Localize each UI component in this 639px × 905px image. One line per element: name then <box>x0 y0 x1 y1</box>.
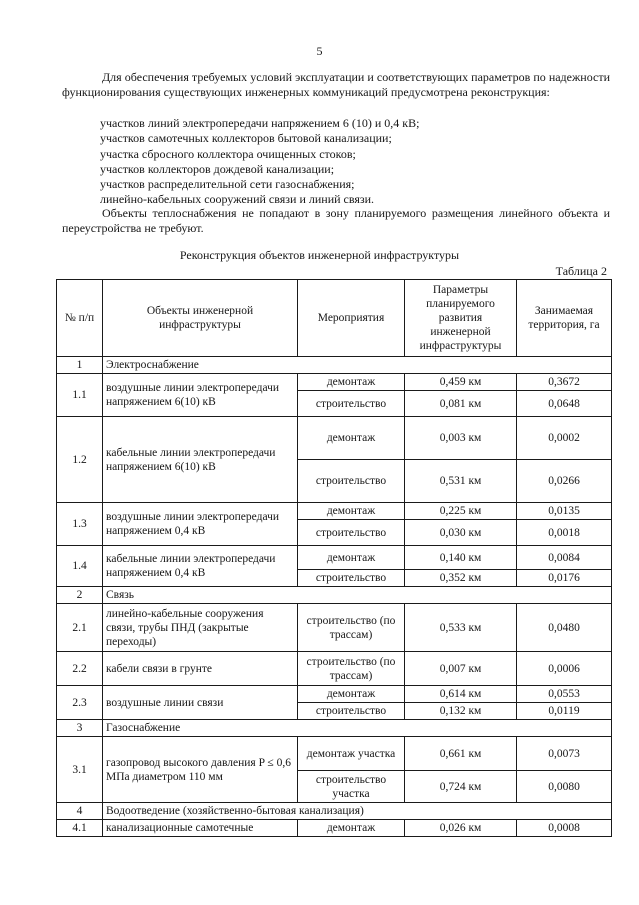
row-num: 4.1 <box>57 820 103 837</box>
row-area: 0,0266 <box>517 460 612 503</box>
row-area: 0,0008 <box>517 820 612 837</box>
row-area: 0,0002 <box>517 417 612 460</box>
row-action: строительство (по трассам) <box>298 604 405 652</box>
row-area: 0,0006 <box>517 652 612 686</box>
table-row <box>57 686 612 703</box>
row-param: 0,724 км <box>405 771 517 803</box>
table-row <box>57 820 612 837</box>
section-row <box>57 720 612 737</box>
row-action: демонтаж <box>298 374 405 391</box>
row-param: 0,531 км <box>405 460 517 503</box>
row-action: демонтаж <box>298 686 405 703</box>
row-num: 3.1 <box>57 737 103 803</box>
row-param: 0,225 км <box>405 503 517 520</box>
table-caption: Реконструкция объектов инженерной инфраструктуры <box>179 248 460 262</box>
row-num: 1.1 <box>57 374 103 417</box>
row-param: 0,352 км <box>405 570 517 587</box>
list-item: участка сбросного коллектора очищенных стоков; <box>100 146 356 161</box>
row-object: газопровод высокого давления P ≤ 0,6 МПа диаметром 110 мм <box>103 737 298 803</box>
section-title: Газоснабжение <box>103 720 612 737</box>
row-param: 0,132 км <box>405 703 517 720</box>
header-params: Параметры планируемого развития инженерной инфраструктуры <box>405 280 517 357</box>
row-area: 0,0553 <box>517 686 612 703</box>
row-object: кабельные линии электропередачи напряжением 0,4 кВ <box>103 546 298 587</box>
row-num: 1.4 <box>57 546 103 587</box>
row-area: 0,0018 <box>517 520 612 546</box>
row-num: 1.2 <box>57 417 103 503</box>
header-object: Объекты инженерной инфраструктуры <box>103 280 298 357</box>
row-param: 0,026 км <box>405 820 517 837</box>
row-param: 0,140 км <box>405 546 517 570</box>
row-area: 0,0119 <box>517 703 612 720</box>
section-num: 1 <box>57 357 103 374</box>
row-action: демонтаж участка <box>298 737 405 771</box>
row-param: 0,003 км <box>405 417 517 460</box>
row-area: 0,0176 <box>517 570 612 587</box>
row-action: демонтаж <box>298 417 405 460</box>
row-action: строительство участка <box>298 771 405 803</box>
header-area: Занимаемая территория, га <box>517 280 612 357</box>
row-param: 0,459 км <box>405 374 517 391</box>
row-action: строительство <box>298 520 405 546</box>
row-area: 0,0080 <box>517 771 612 803</box>
row-object: воздушные линии электропередачи напряжением 0,4 кВ <box>103 503 298 546</box>
row-param: 0,614 км <box>405 686 517 703</box>
reconstruction-list <box>100 116 419 208</box>
row-action: строительство <box>298 391 405 417</box>
row-action: демонтаж <box>298 820 405 837</box>
row-action: строительство <box>298 460 405 503</box>
infrastructure-table <box>56 279 612 837</box>
page-number: 5 <box>316 44 323 58</box>
table-row <box>57 546 612 570</box>
row-param: 0,661 км <box>405 737 517 771</box>
row-object: воздушные линии электропередачи напряжением 6(10) кВ <box>103 374 298 417</box>
row-area: 0,0648 <box>517 391 612 417</box>
row-area: 0,0135 <box>517 503 612 520</box>
row-object: кабели связи в грунте <box>103 652 298 686</box>
table-row <box>57 417 612 460</box>
section-row <box>57 357 612 374</box>
section-title: Электроснабжение <box>103 357 612 374</box>
table-row <box>57 737 612 771</box>
section-row <box>57 587 612 604</box>
row-param: 0,030 км <box>405 520 517 546</box>
list-item: участков линий электропередачи напряжением 6 (10) и 0,4 кВ; <box>100 116 420 130</box>
header-num: № п/п <box>57 280 103 357</box>
row-num: 2.3 <box>57 686 103 720</box>
row-object: кабельные линии электропередачи напряжением 6(10) кВ <box>103 417 298 503</box>
row-object: воздушные линии связи <box>103 686 298 720</box>
list-item: участков распределительной сети газоснабжения; <box>100 177 355 192</box>
row-num: 1.3 <box>57 503 103 546</box>
section-title: Связь <box>103 587 612 604</box>
row-num: 2.2 <box>57 652 103 686</box>
row-action: строительство <box>298 703 405 720</box>
intro-paragraph: Для обеспечения требуемых условий эксплуатации и соответствующих параметров по надежности функционирования существующих инженерных коммуникаций предусмотрена реконструкция: <box>62 70 610 100</box>
table-number: Таблица 2 <box>555 264 607 278</box>
section-num: 2 <box>57 587 103 604</box>
table-row <box>57 503 612 520</box>
section-title: Водоотведение (хозяйственно-бытовая канализация) <box>103 803 612 820</box>
section-num: 3 <box>57 720 103 737</box>
header-action: Мероприятия <box>298 280 405 357</box>
row-object: канализационные самотечные <box>103 820 298 837</box>
section-row <box>57 803 612 820</box>
list-item: участков самотечных коллекторов бытовой канализации; <box>100 131 392 146</box>
row-area: 0,0084 <box>517 546 612 570</box>
row-area: 0,3672 <box>517 374 612 391</box>
row-action: демонтаж <box>298 546 405 570</box>
section-num: 4 <box>57 803 103 820</box>
row-action: строительство <box>298 570 405 587</box>
list-item: линейно-кабельных сооружений связи и линий связи. <box>100 192 375 207</box>
table-header-row <box>57 280 612 357</box>
row-area: 0,0480 <box>517 604 612 652</box>
row-param: 0,533 км <box>405 604 517 652</box>
heat-supply-paragraph: Объекты теплоснабжения не попадают в зону планируемого размещения линейного объекта и переустройства не требуют. <box>62 206 610 236</box>
row-param: 0,007 км <box>405 652 517 686</box>
row-object: линейно-кабельные сооружения связи, трубы ПНД (закрытые переходы) <box>103 604 298 652</box>
row-param: 0,081 км <box>405 391 517 417</box>
row-action: демонтаж <box>298 503 405 520</box>
row-num: 2.1 <box>57 604 103 652</box>
list-item: участков коллекторов дождевой канализации; <box>100 161 335 176</box>
row-area: 0,0073 <box>517 737 612 771</box>
table-row <box>57 374 612 391</box>
table-row <box>57 604 612 652</box>
table-row <box>57 652 612 686</box>
row-action: строительство (по трассам) <box>298 652 405 686</box>
